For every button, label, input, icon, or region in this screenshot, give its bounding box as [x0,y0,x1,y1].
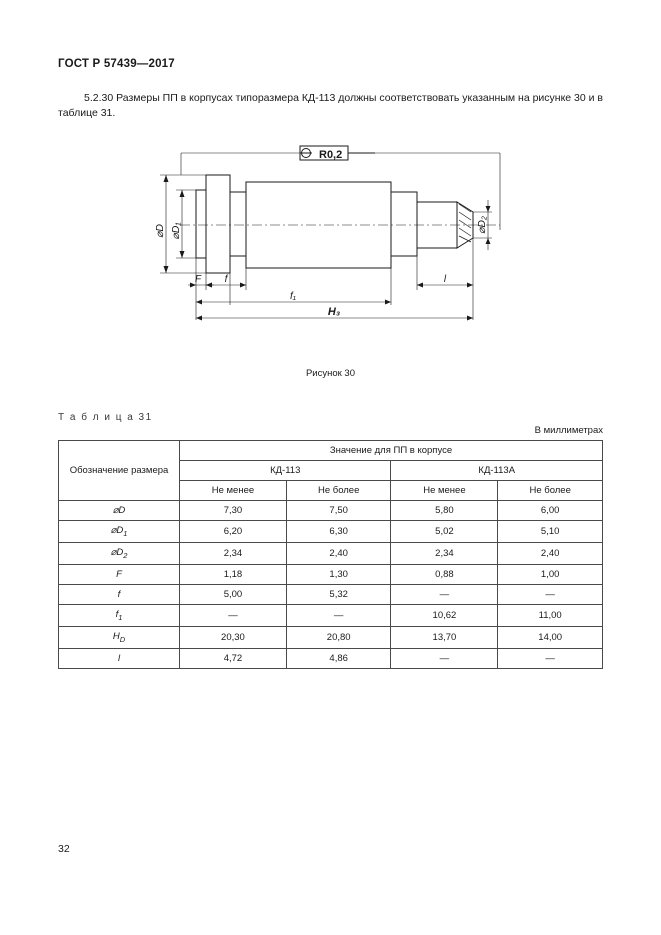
dimension-diameter-D1: ⌀D₁ [170,222,182,240]
table-title: Т а б л и ц а 31 [58,412,153,423]
page-number: 32 [58,843,70,855]
dimension-f: f [224,274,228,285]
figure-caption: Рисунок 30 [305,368,356,379]
dimension-HD: H₃ [327,306,341,318]
cell-value: 6,00 [498,501,603,521]
cell-value: — [391,648,498,668]
paragraph-text: 5.2.30 Размеры ПП в корпусах типоразмера КД-113 должны соответствовать указанным на рисунке 30 и в таблице 31. [58,92,604,119]
dimension-diameter-D2: ⌀D₂ [476,216,488,234]
table-units-note: В миллиметрах [534,425,603,436]
cell-value: 5,00 [180,584,287,604]
row-label: ⌀D [59,501,180,521]
cell-value: 5,32 [286,584,391,604]
header-row-label: Обозначение размера [59,441,180,501]
table-row [59,564,603,584]
cell-value: 11,00 [498,604,603,626]
technical-drawing-svg [0,130,661,360]
cell-value: — [498,648,603,668]
cell-value: 6,20 [180,521,287,543]
dimension-f1: f₁ [290,291,296,302]
row-label: $⌀D_1$ [59,521,180,543]
row-label: $⌀D_2$ [59,542,180,564]
table-31 [58,440,603,669]
dimension-F: F [194,274,202,285]
cell-value: 1,30 [286,564,391,584]
cell-value: 5,02 [391,521,498,543]
header-limit-3: Не менее [391,481,498,501]
header-limit-1: Не менее [180,481,287,501]
header-limit-4: Не более [498,481,603,501]
cell-value: 4,72 [180,648,287,668]
cell-value: 20,30 [180,626,287,648]
dimension-l: l [443,274,447,285]
cell-value: — [498,584,603,604]
cell-value: 1,18 [180,564,287,584]
cell-value: 4,86 [286,648,391,668]
cell-value: 20,80 [286,626,391,648]
cell-value: 2,40 [286,542,391,564]
table-row [59,521,603,543]
cell-value: 7,30 [180,501,287,521]
cell-value: 5,80 [391,501,498,521]
radius-label: R0,2 [319,149,343,161]
figure-30-drawing [0,130,661,360]
cell-value: — [180,604,287,626]
table-row [59,648,603,668]
cell-value: 2,40 [498,542,603,564]
cell-value: 1,00 [498,564,603,584]
dimension-diameter-D: ⌀D [154,224,166,238]
cell-value: 5,10 [498,521,603,543]
cell-value: 0,88 [391,564,498,584]
row-label: F [59,564,180,584]
cell-value: 2,34 [180,542,287,564]
table-header-row-1 [59,441,603,461]
cell-value: — [286,604,391,626]
cell-value: — [391,584,498,604]
cell-value: 6,30 [286,521,391,543]
cell-value: 13,70 [391,626,498,648]
header-limit-2: Не более [286,481,391,501]
header-group: Значение для ПП в корпусе [180,441,603,461]
header-case-kd113a: КД-113А [391,461,603,481]
header-case-kd113: КД-113 [180,461,391,481]
table-row [59,604,603,626]
cell-value: 7,50 [286,501,391,521]
row-label: $f_1$ [59,604,180,626]
cell-value: 14,00 [498,626,603,648]
row-label: l [59,648,180,668]
cell-value: 10,62 [391,604,498,626]
table-row [59,626,603,648]
table-row [59,584,603,604]
table-row [59,501,603,521]
row-label: $H_D$ [59,626,180,648]
table-row [59,542,603,564]
cell-value: 2,34 [391,542,498,564]
paragraph-5-2-30 [58,91,603,121]
row-label: f [59,584,180,604]
page-header: ГОСТ Р 57439—2017 [58,58,175,70]
